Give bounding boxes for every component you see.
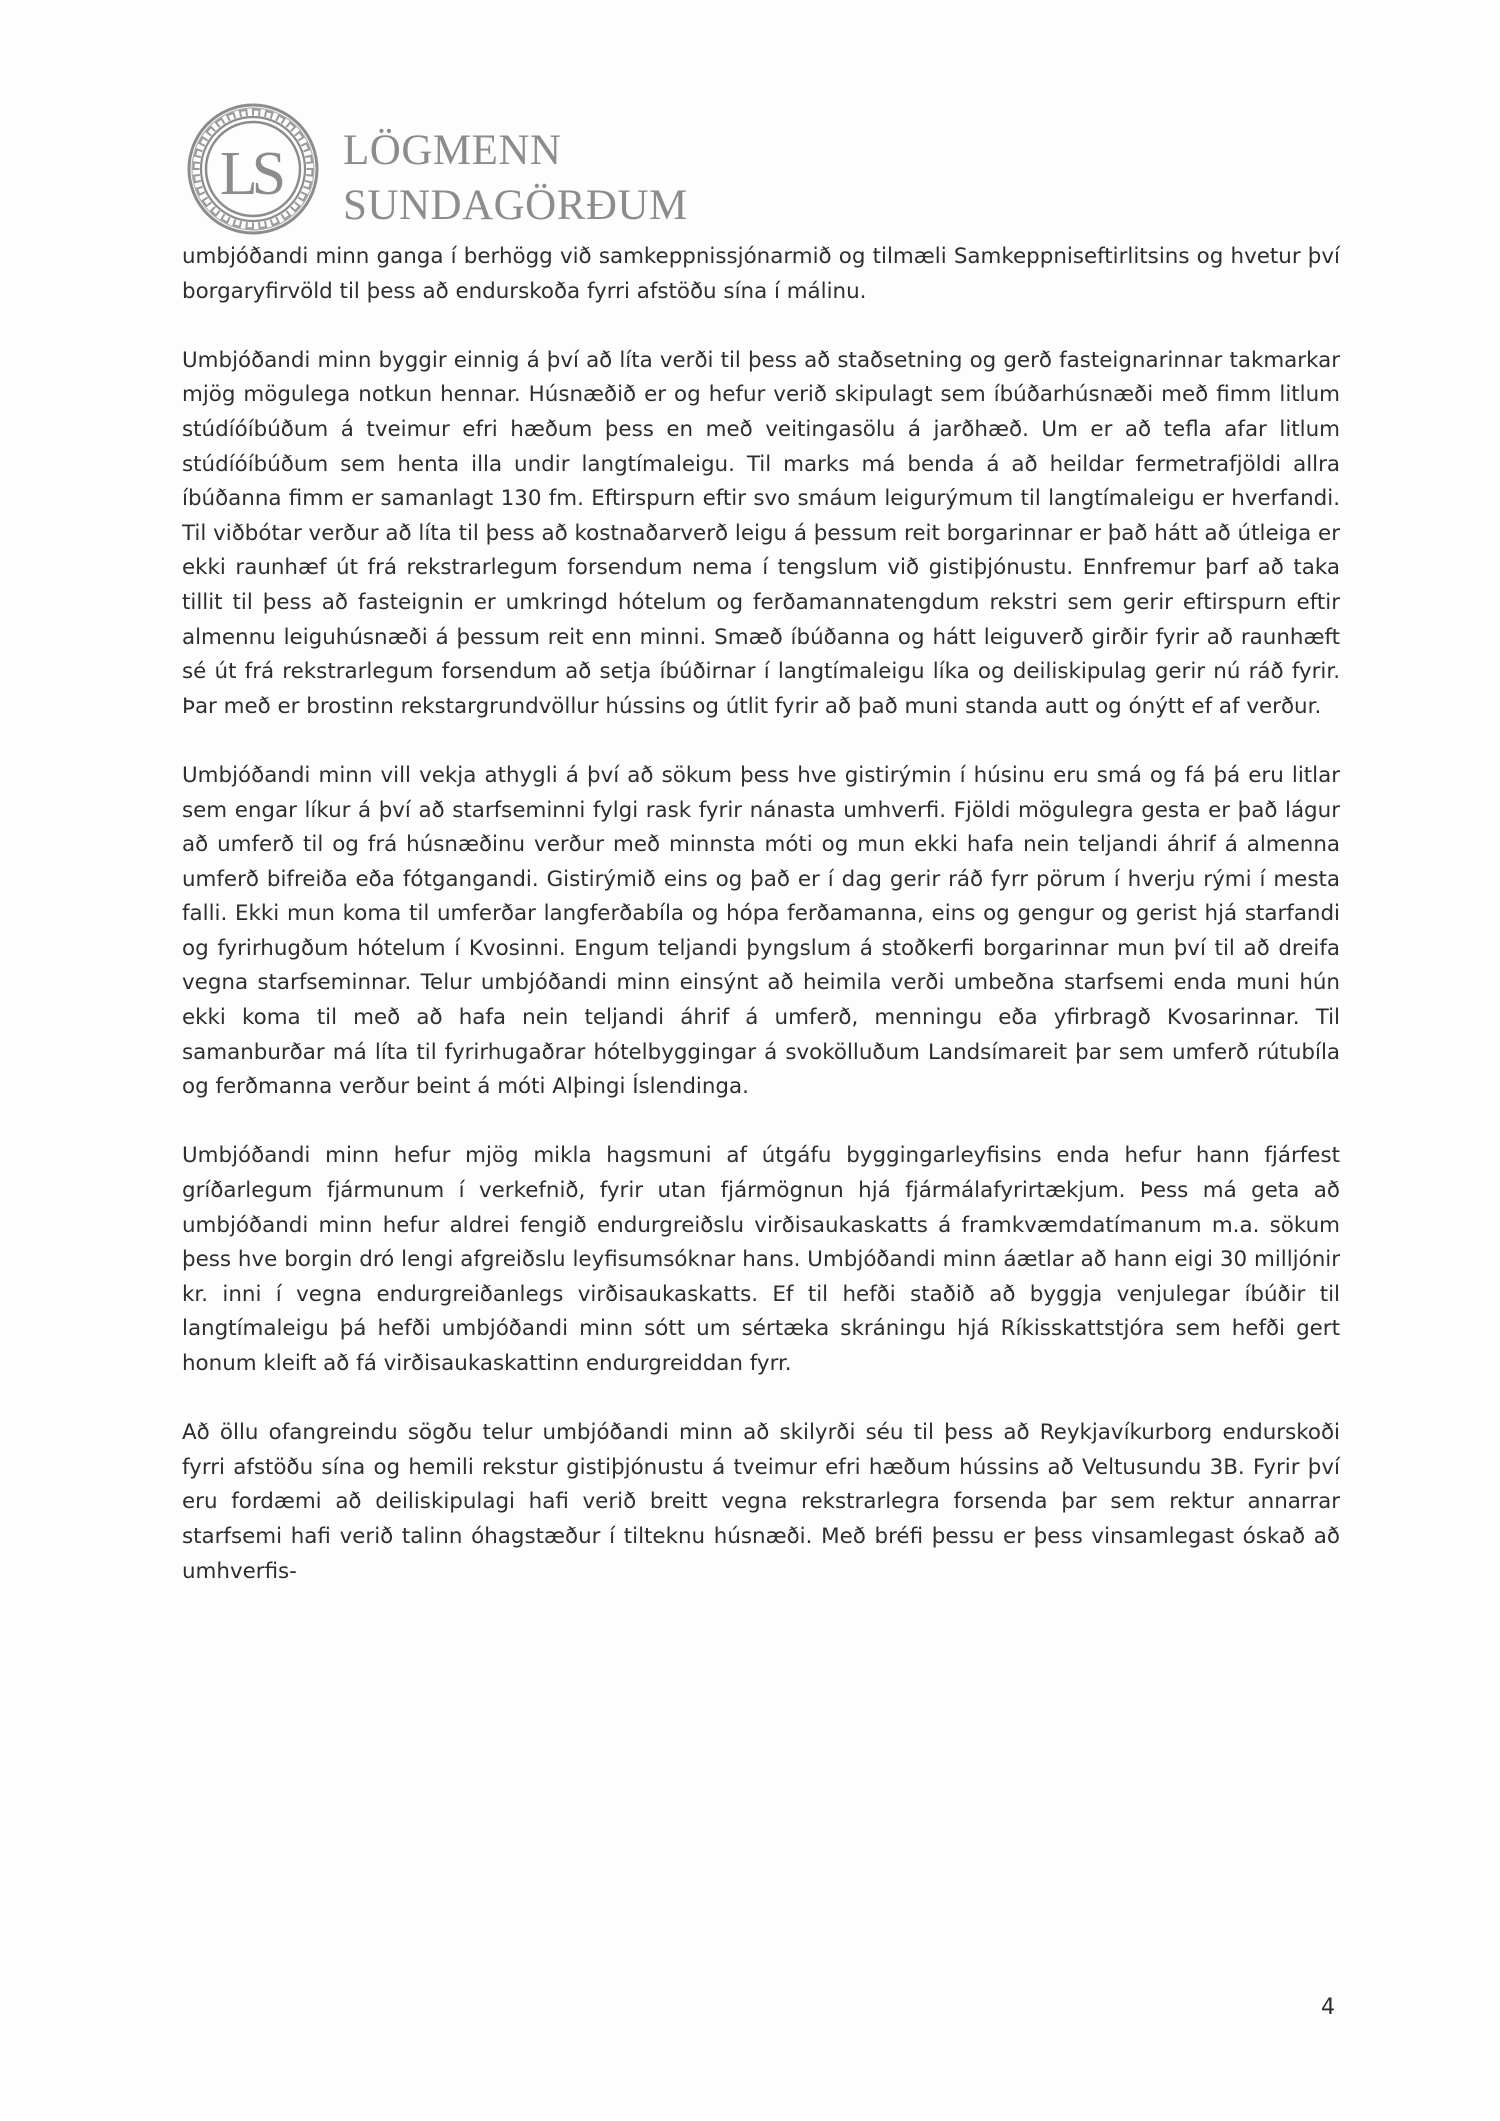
paragraph: Umbjóðandi minn vill vekja athygli á því að sökum þess hve gistirýmin í húsinu eru smá og fá þá eru litlar sem engar líkur á því að starfseminni fylgi rask fyrir nánasta umhverfi. Fjöldi mögulegra gesta er það lágur að umferð til og frá húsnæðinu verður með minnsta móti og mun ekki hafa nein teljandi áhrif á almenna umferð bifreiða eða fótgangandi. Gistirýmið eins og það er í dag gerir ráð fyrr pörum í hverju rými í mesta falli. Ekki mun koma til umferðar langferðabíla og hópa ferðamanna, eins og gengur og gerist hjá starfandi og fyrirhugðum hótelum í Kvosinni. Engum teljandi þyngslum á stoðkerfi borgarinnar mun því til að dreifa vegna starfseminnar. Telur umbjóðandi minn einsýnt að heimila verði umbeðna starfsemi enda muni hún ekki koma til með að hafa nein teljandi áhrif á umferð, menningu eða yfirbragð Kvosarinnar. Til samanburðar má líta til fyrirhugaðrar hótelbyggingar á svokölluðum Landsímareit þar sem umferð rútubíla og ferðmanna verður beint á móti Alþingi Íslendinga. bbox=[182, 762, 1340, 1100]
letterhead bbox=[186, 102, 746, 237]
letter-body bbox=[182, 240, 1340, 1624]
greek-key-segment bbox=[195, 149, 203, 157]
greek-key-segment bbox=[233, 219, 241, 227]
ls-seal-logo-icon bbox=[186, 102, 320, 236]
greek-key-segment bbox=[306, 169, 312, 176]
paragraph: Umbjóðandi minn hefur mjög mikla hagsmuni af útgáfu byggingarleyfisins enda hefur hann fjárfest gríðarlegum fjármunum í verkefnið, fyrir utan fjármögnun hjá fjármálafyrirtækjum. Þess má geta að umbjóðandi minn hefur aldrei fengið endurgreiðslu virðisaukaskatts á framkvæmdatímanum m.a. sökum þess hve borgin dró lengi afgreiðslu leyfisumsóknar hans. Umbjóðandi minn áætlar að hann eigi 30 milljónir kr. inni í vegna endurgreiðanlegs virðisaukaskatts. Ef til hefði staðið að byggja venjulegar íbúðir til langtímaleigu þá hefði umbjóðandi minn sótt um sértæka skráningu hjá Ríkisskattstjóra sem hefði gert honum kleift að fá virðisaukaskattinn endurgreiddan fyrr. bbox=[182, 1143, 1340, 1376]
greek-key-segment bbox=[194, 175, 201, 182]
page-number: 4 bbox=[1321, 1995, 1335, 2020]
paragraph: Að öllu ofangreindu sögðu telur umbjóðandi minn að skilyrði séu til þess að Reykjavíkurborg endurskoði fyrri afstöðu sína og hemili rekstur gistiþjónustu á tveimur efri hæðum hússins að Veltusundu 3B. Fyrir því eru fordæmi að deiliskipulagi hafi verið breitt vegna rekstrarlegra forsenda þar sem rektur annarrar starfsemi hafi verið talinn óhagstæður í tilteknu húsnæði. Með bréfi þessu er þess vinsamlegast óskað að umhverfis- bbox=[182, 1420, 1340, 1584]
paragraph: Umbjóðandi minn byggir einnig á því að líta verði til þess að staðsetning og gerð fasteignarinnar takmarkar mjög mögulega notkun hennar. Húsnæðið er og hefur verið skipulagt sem íbúðarhúsnæði með fimm litlum stúdíóíbúðum á tveimur efri hæðum þess en með veitingasölu á jarðhæð. Um er að tefla afar litlum stúdíóíbúðum sem henta illa undir langtímaleigu. Til marks má benda á að heildar fermetrafjöldi allra íbúðanna fimm er samanlagt 130 fm. Eftirspurn eftir svo smáum leigurýmum til langtímaleigu er hverfandi. Til viðbótar verður að líta til þess að kostnaðarverð leigu á þessum reit borgarinnar er það hátt að útleiga er ekki raunhæf út frá rekstrarlegum forsendum nema í tengslum við gistiþjónustu. Ennfremur þarf að taka tillit til þess að fasteignin er umkringd hótelum og ferðamannatengdum rekstri sem gerir eftirspurn eftir almennu leiguhúsnæði á þessum reit enn minni. Smæð íbúðanna og hátt leiguverð girðir fyrir að raunhæft sé út frá rekstrarlegum forsendum að setja íbúðirnar í langtímaleigu líka og deiliskipulag gerir nú ráð fyrir. Þar með er brostinn rekstargrundvöllur hússins og útlit fyrir að það muni standa autt og ónýtt ef af verður. bbox=[182, 347, 1340, 719]
greek-key-segment bbox=[194, 162, 200, 169]
logo-monogram: LS bbox=[219, 140, 281, 208]
greek-key-segment bbox=[253, 110, 260, 116]
greek-key-segment bbox=[246, 222, 253, 228]
greek-key-segment bbox=[303, 181, 311, 189]
paragraph: umbjóðandi minn ganga í berhögg við samkeppnissjónarmið og tilmæli Samkeppniseftirlitsins og hvetur því borgaryfirvöld til þess að endurskoða fyrri afstöðu sína í málinu. bbox=[182, 244, 1340, 304]
firm-name-line2: SUNDAGÖRÐUM bbox=[343, 182, 688, 229]
greek-key-segment bbox=[265, 111, 273, 119]
greek-key-segment bbox=[305, 156, 312, 163]
firm-name-line1: LÖGMENN bbox=[343, 127, 562, 174]
greek-key-segment bbox=[240, 110, 247, 117]
greek-key-segment bbox=[259, 221, 266, 228]
